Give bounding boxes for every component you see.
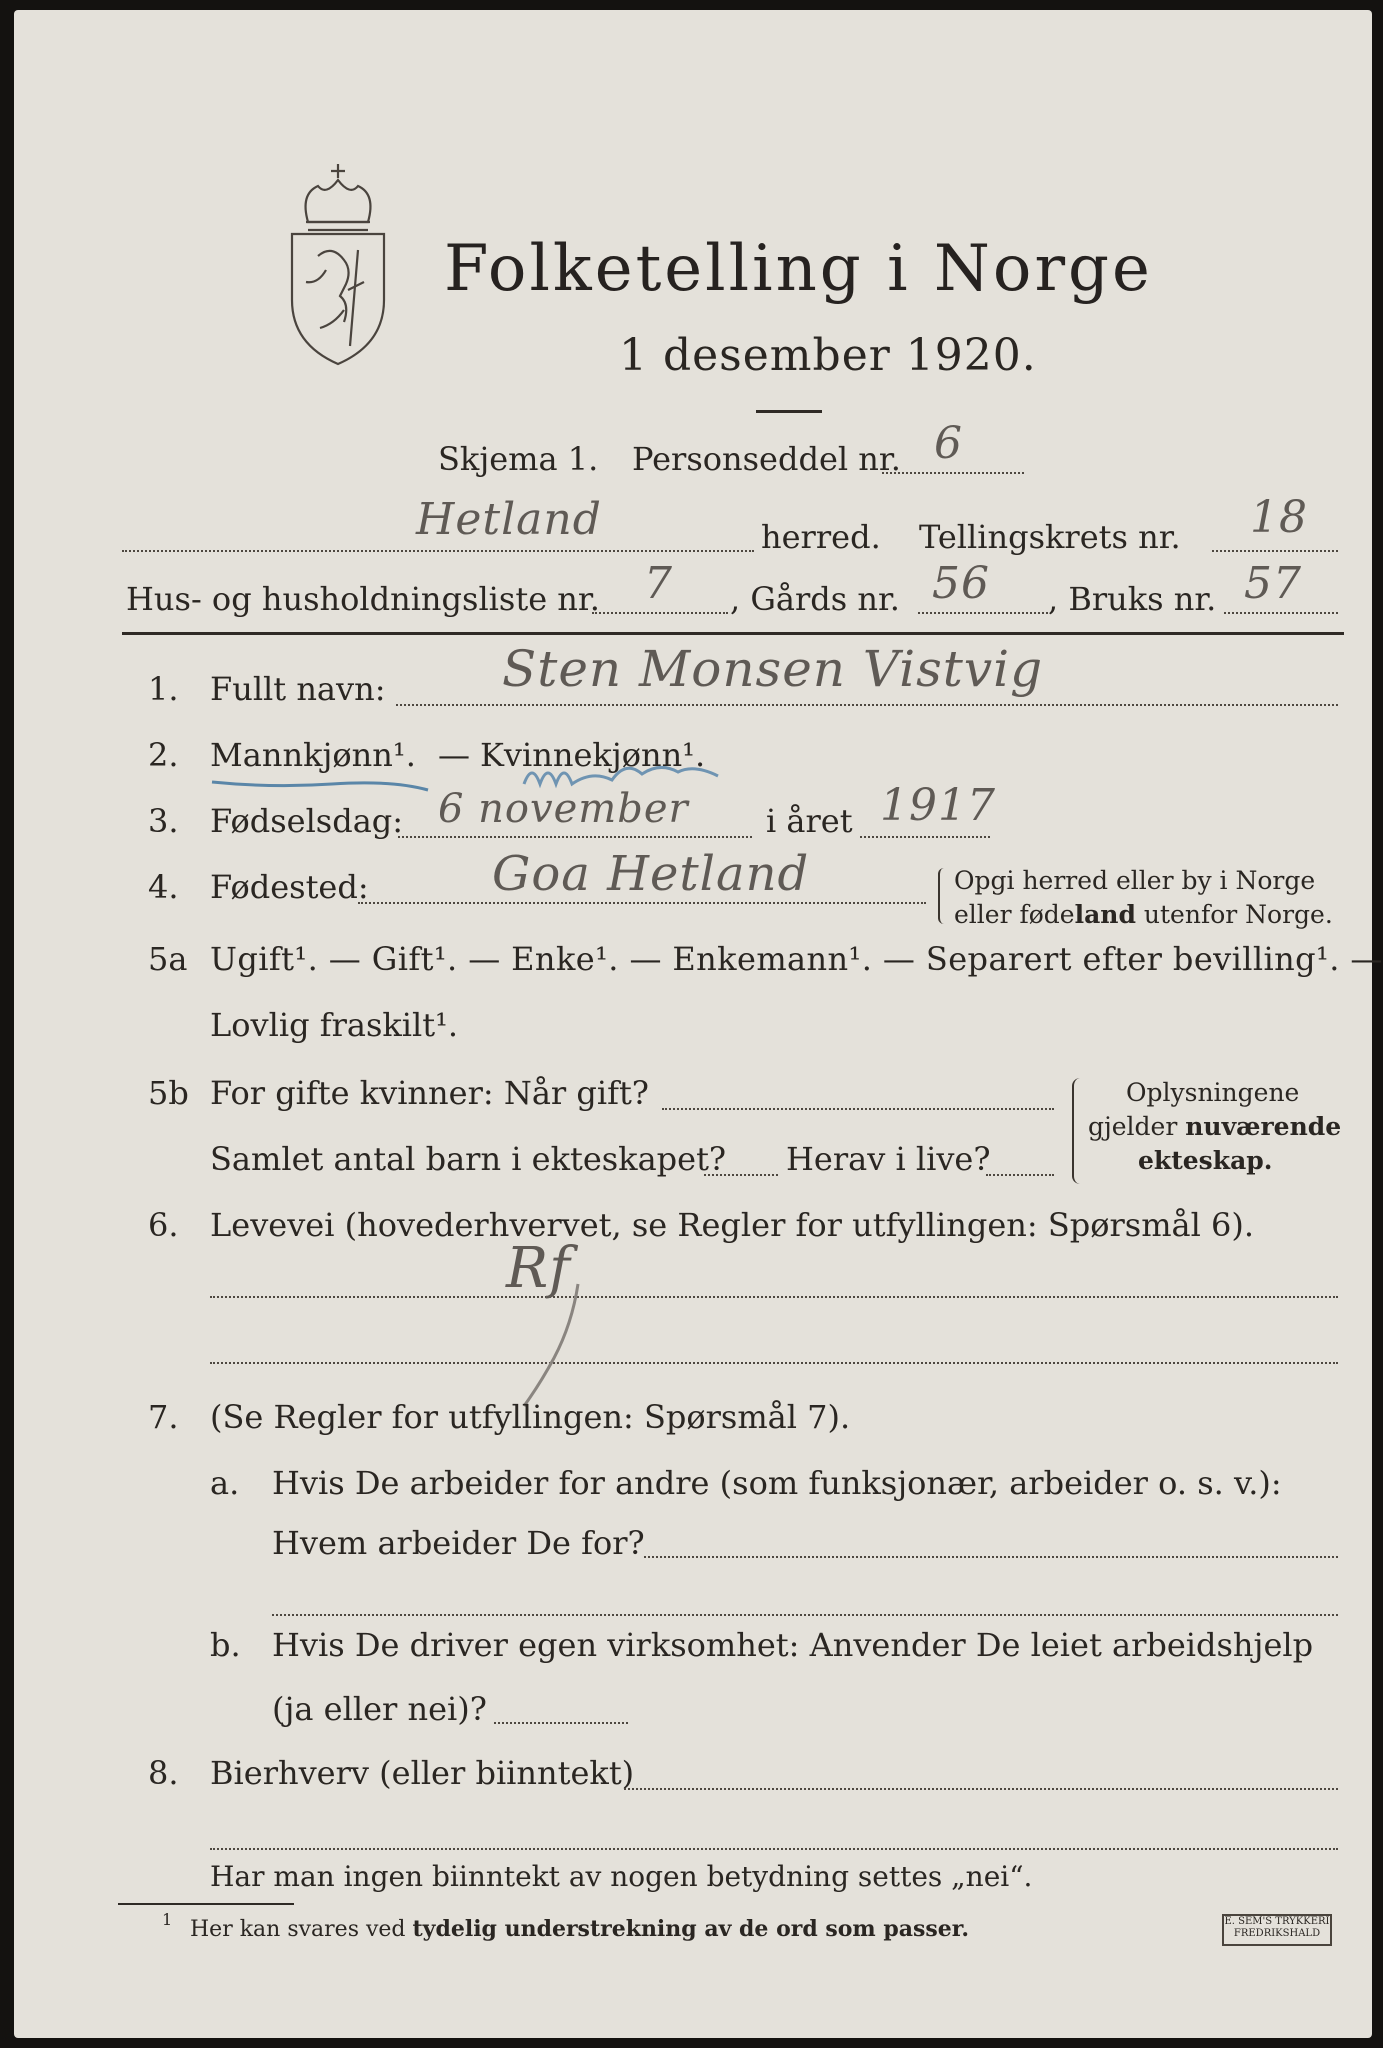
personseddel-value: 6	[934, 418, 963, 469]
q7a-employer-field-2[interactable]	[272, 1614, 1338, 1616]
q8-label: Bierhverv (eller biinntekt)	[210, 1754, 635, 1792]
q5b-note-line3: ekteskap.	[1138, 1146, 1273, 1175]
q5b-note-line1: Oplysningene	[1126, 1078, 1300, 1107]
q6-label: Levevei (hovederhvervet, se Regler for utfyllingen: Spørsmål 6).	[210, 1206, 1255, 1244]
hus-label: Hus- og husholdningsliste nr.	[126, 580, 600, 618]
q1-name-field[interactable]	[396, 704, 1338, 706]
q4-note-line2	[954, 900, 1333, 929]
q5b-children-label: Samlet antal barn i ekteskapet?	[210, 1140, 727, 1178]
footnote-text	[190, 1916, 969, 1942]
q8-number: 8.	[148, 1754, 179, 1792]
footnote-mark: 1	[162, 1910, 173, 1929]
gards-value: 56	[932, 558, 990, 609]
personseddel-field[interactable]	[882, 472, 1024, 474]
q4-brace	[938, 868, 948, 924]
q5a-number: 5a	[148, 940, 188, 978]
q3-year-label: i året	[766, 802, 853, 840]
q8-note: Har man ingen biinntekt av nogen betydning settes „nei“.	[210, 1860, 1033, 1893]
q5a-options[interactable]: Ugift¹. — Gift¹. — Enke¹. — Enkemann¹. — Separert efter bevilling¹. —	[210, 940, 1383, 978]
q5b-note-2a: gjelder	[1088, 1112, 1186, 1141]
q5b-brace	[1072, 1078, 1082, 1184]
census-date: 1 desember 1920.	[619, 330, 1037, 381]
q5b-note-2b: nuværende	[1185, 1112, 1342, 1141]
bruks-label: , Bruks nr.	[1048, 580, 1217, 618]
q3-year-field[interactable]	[860, 836, 990, 838]
personseddel-label: Personseddel nr.	[632, 440, 901, 478]
q7a-line2: Hvem arbeider De for?	[272, 1524, 645, 1562]
census-form-sheet	[14, 10, 1383, 2038]
q5b-alive-label: Herav i live?	[786, 1140, 991, 1178]
q4-answer: Goa Hetland	[492, 846, 810, 902]
q7-number: 7.	[148, 1398, 179, 1436]
q4-note-line1: Opgi herred eller by i Norge	[954, 866, 1316, 895]
q4-note-2b: land	[1074, 900, 1136, 929]
q8-side-income-field-2[interactable]	[210, 1848, 1338, 1850]
q8-side-income-field[interactable]	[624, 1788, 1338, 1790]
q6-number: 6.	[148, 1206, 179, 1244]
q4-note-2c: utenfor Norge.	[1135, 900, 1333, 929]
footnote-text-b: tydelig understrekning av de ord som passer.	[412, 1916, 970, 1942]
q4-number: 4.	[148, 868, 179, 906]
footnote-text-a: Her kan svares ved	[190, 1917, 413, 1942]
q7b-line1: Hvis De driver egen virksomhet: Anvender De leiet arbeidshjelp	[272, 1626, 1314, 1664]
q7b-answer-field[interactable]	[494, 1722, 628, 1724]
coat-of-arms-icon	[278, 160, 398, 370]
q2-female-option[interactable]: Kvinnekjønn¹.	[480, 736, 706, 774]
q3-birthdate-field[interactable]	[398, 836, 752, 838]
q7b-line2: (ja eller nei)?	[272, 1690, 487, 1728]
page-title: Folketelling i Norge	[444, 232, 1153, 306]
bruks-field[interactable]	[1224, 612, 1338, 614]
q7b-letter: b.	[210, 1626, 241, 1664]
q6-answer: Rf	[506, 1236, 571, 1301]
gards-field[interactable]	[918, 612, 1048, 614]
header-divider	[122, 632, 1344, 635]
herred-label: herred.	[761, 518, 881, 556]
q4-note-2a: eller føde	[954, 900, 1075, 929]
tellingskrets-field[interactable]	[1212, 550, 1338, 552]
printer-stamp-line2: FREDRIKSHALD	[1233, 1928, 1321, 1939]
q1-number: 1.	[148, 670, 179, 708]
q7a-letter: a.	[210, 1464, 240, 1502]
q7a-employer-field[interactable]	[644, 1556, 1338, 1558]
hus-field[interactable]	[592, 612, 728, 614]
q1-answer: Sten Monsen Vistvig	[502, 640, 1044, 698]
q3-answer: 6 november	[438, 786, 689, 832]
q5b-children-field[interactable]	[704, 1174, 778, 1176]
q6-occupation-field-2[interactable]	[210, 1362, 1338, 1364]
q5b-married-field[interactable]	[662, 1108, 1054, 1110]
q2-male-option[interactable]: Mannkjønn¹.	[210, 736, 416, 774]
bruks-value: 57	[1244, 558, 1302, 609]
q7-label: (Se Regler for utfyllingen: Spørsmål 7).	[210, 1398, 851, 1436]
title-divider	[756, 410, 822, 413]
q2-male-underline	[210, 774, 430, 794]
herred-field[interactable]	[122, 550, 754, 552]
q6-handwritten-stroke	[514, 1278, 594, 1418]
herred-value: Hetland	[416, 494, 602, 545]
q3-label: Fødselsdag:	[210, 802, 404, 840]
q5b-number: 5b	[148, 1074, 189, 1112]
printer-stamp-line1: E. SEM'S TRYKKERI	[1224, 1916, 1330, 1927]
q4-birthplace-field[interactable]	[358, 902, 926, 904]
q3-year: 1917	[880, 780, 996, 831]
q5a-options-line2[interactable]: Lovlig fraskilt¹.	[210, 1006, 459, 1044]
q5b-line1: For gifte kvinner: Når gift?	[210, 1074, 649, 1112]
tellingskrets-value: 18	[1250, 492, 1308, 543]
schema-label: Skjema 1.	[438, 440, 599, 478]
q2-separator: —	[438, 736, 470, 774]
hus-value: 7	[644, 558, 673, 609]
tellingskrets-label: Tellingskrets nr.	[919, 518, 1181, 556]
q7a-line1: Hvis De arbeider for andre (som funksjonær, arbeider o. s. v.):	[272, 1464, 1282, 1502]
q3-number: 3.	[148, 802, 179, 840]
q5b-alive-field[interactable]	[986, 1174, 1054, 1176]
q1-label: Fullt navn:	[210, 670, 386, 708]
footnote-divider	[118, 1903, 294, 1905]
q5b-note-line2	[1088, 1112, 1341, 1141]
q2-number: 2.	[148, 736, 179, 774]
q6-occupation-field-1[interactable]	[210, 1296, 1338, 1298]
gards-label: , Gårds nr.	[730, 580, 900, 618]
printer-stamp	[1222, 1914, 1332, 1946]
q4-label: Fødested:	[210, 868, 369, 906]
